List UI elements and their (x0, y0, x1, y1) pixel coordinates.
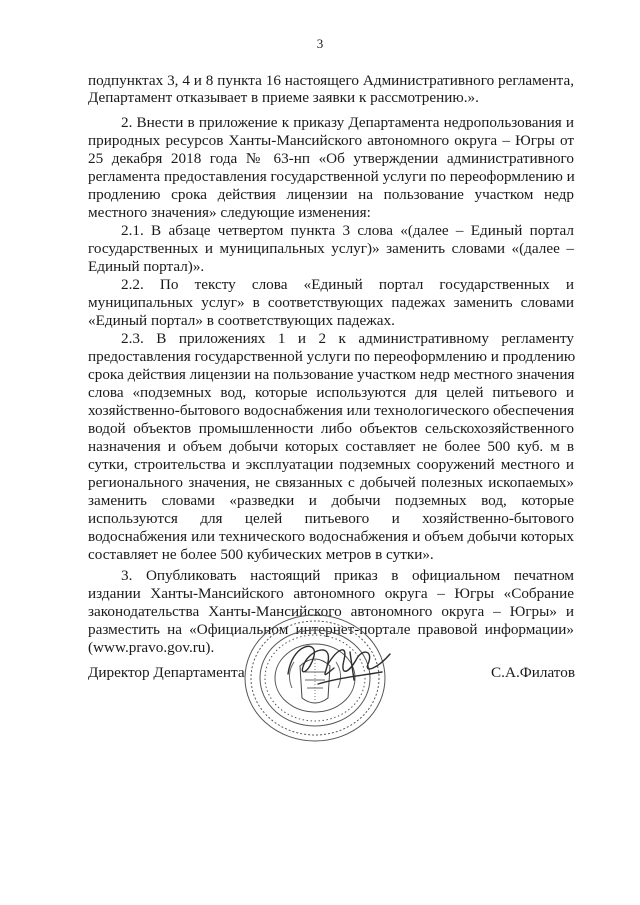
text-line: 25 декабря 2018 года № 63-нп «Об утверждении административного (88, 150, 574, 167)
text-line: (www.pravo.gov.ru). (88, 639, 215, 656)
signature-icon (278, 634, 398, 696)
text-line: издании Ханты-Мансийского автономного округа – Югры «Собрание (88, 585, 574, 602)
text-line: государственных и муниципальных услуг)» заменить словами «(далее – (88, 240, 574, 257)
page-number: 3 (316, 36, 324, 51)
text-line: регионального значения, не связанных с добычей полезных ископаемых» (88, 474, 574, 491)
text-line: законодательства Ханты-Мансийского автономного округа – Югры» и (88, 603, 574, 620)
text-line: разместить на «Официальном интернет-портале правовой информации» (88, 621, 574, 638)
text-line: регламента предоставления государственной услуги по переоформлению и (88, 168, 575, 185)
text-line: предоставления государственной услуги по переоформлению и продлению (88, 348, 576, 365)
text-line: срока действия лицензии на пользование участком недр местного значения (88, 366, 575, 383)
text-line: «Единый портал» в соответствующих падежах. (88, 312, 395, 329)
text-line: водоснабжения или технического водоснабжения и объем добычи которых (88, 528, 574, 545)
paragraph-2-line: 2. Внести в приложение к приказу Департамента недропользования и (121, 114, 574, 131)
signatory-title: Директор Департамента (88, 664, 245, 681)
text-line: местного значения» следующие изменения: (88, 204, 371, 221)
text-line: муниципальных услуг» в соответствующих падежах заменить словами (88, 294, 574, 311)
text-line: подпунктах 3, 4 и 8 пункта 16 настоящего Административного регламента, (88, 72, 574, 89)
text-line: используются для целей питьевого и хозяйственно-бытового (88, 510, 574, 527)
subitem-2-1-line: 2.1. В абзаце четвертом пункта 3 слова «(далее – Единый портал (121, 222, 574, 239)
text-line: заменить словами «разведки и добычи подземных вод, которые (88, 492, 574, 509)
signatory-name: С.А.Филатов (491, 664, 575, 681)
text-line: составляет не более 500 кубических метров в сутки». (88, 546, 434, 563)
paragraph-3-line: 3. Опубликовать настоящий приказ в официальном печатном (121, 567, 574, 584)
subitem-2-2-line: 2.2. По тексту слова «Единый портал государственных и (121, 276, 574, 293)
text-line: Департамент отказывает в приеме заявки к рассмотрению.». (88, 89, 479, 106)
text-line: Единый портал)». (88, 258, 205, 275)
subitem-2-3-line: 2.3. В приложениях 1 и 2 к административному регламенту (121, 330, 574, 347)
text-line: слова «подземных вод, которые используются для целей питьевого и (88, 384, 574, 401)
text-line: назначения и объем добычи которых составляет не более 500 куб. м в (88, 438, 574, 455)
text-line: сутки, строительства и эксплуатации подземных сооружений местного и (88, 456, 574, 473)
text-line: природных ресурсов Ханты-Мансийского автономного округа – Югры от (88, 132, 574, 149)
text-line: продлению срока действия лицензии на пользование участком недр (88, 186, 574, 203)
text-line: водой объектов промышленности либо объектов сельскохозяйственного (88, 420, 574, 437)
text-line: хозяйственно-бытового водоснабжения или технологического обеспечения (88, 402, 575, 419)
